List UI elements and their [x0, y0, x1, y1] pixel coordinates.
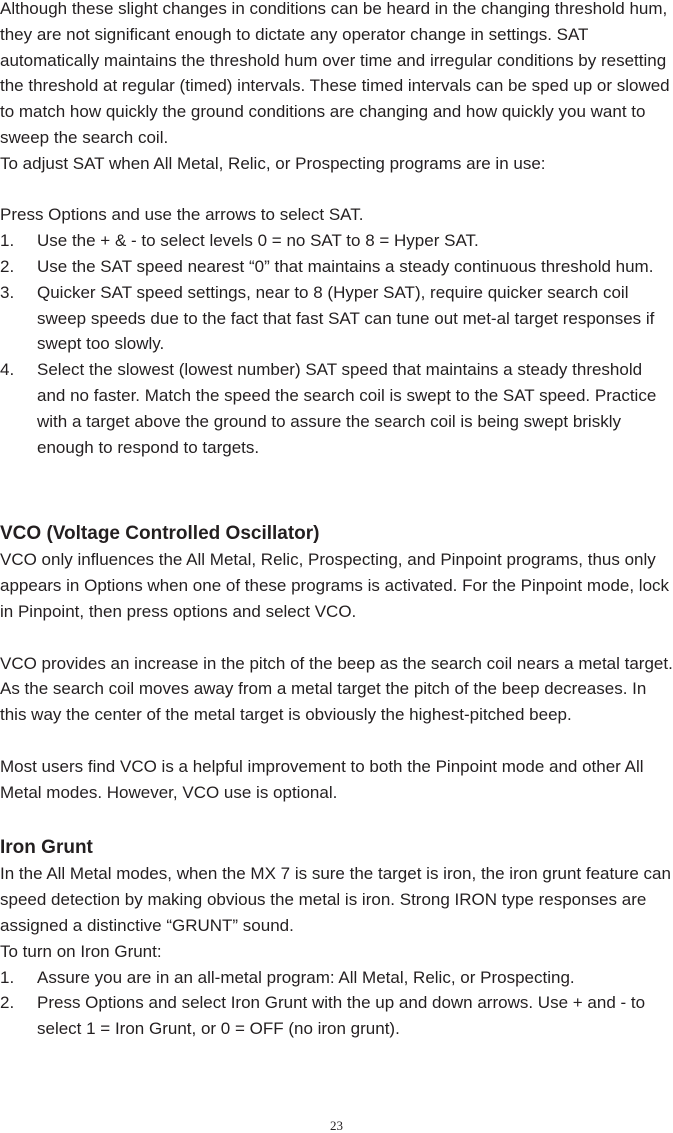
vco-section [0, 520, 673, 805]
list-number: 1. [0, 967, 15, 987]
vco-paragraph-1: VCO only influences the All Metal, Relic, Prospecting, and Pinpoint programs, thus only appears in Options when one of these programs is activated. For the Pinpoint mode, lock in Pinpoint, then press options and select VCO. [0, 550, 670, 621]
list-number: 2. [0, 256, 15, 276]
spacer [0, 805, 673, 834]
list-item [0, 965, 673, 991]
list-text: Use the + & - to select levels 0 = no SAT to 8 = Hyper SAT. [37, 231, 479, 251]
iron-grunt-section [0, 834, 673, 1042]
vco-heading: VCO (Voltage Controlled Oscillator) [0, 523, 320, 545]
vco-paragraph-3: Most users find VCO is a helpful improvement to both the Pinpoint mode and other All Metal modes. However, VCO use is optional. [0, 756, 644, 802]
iron-grunt-turn-on: To turn on Iron Grunt: [0, 941, 162, 961]
page-number: 23 [330, 1118, 343, 1133]
spacer [0, 460, 673, 520]
sat-press-options: Press Options and use the arrows to select SAT. [0, 205, 364, 225]
spacer [0, 177, 673, 203]
sat-steps-list [0, 228, 673, 460]
iron-grunt-heading: Iron Grunt [0, 837, 93, 859]
list-text: Quicker SAT speed settings, near to 8 (Hyper SAT), require quicker search coil sweep speeds due to the fact that fast SAT can tune out met-al target responses if swept too slowly. [37, 282, 655, 354]
list-item [0, 357, 673, 460]
list-number: 2. [0, 993, 15, 1013]
list-number: 1. [0, 231, 15, 251]
list-text: Select the slowest (lowest number) SAT speed that maintains a steady threshold and no faster. Match the speed the search coil is swept to the SAT speed. Practice with a target above the ground to assure the search coil is being swept briskly enough to respond to targets. [37, 360, 657, 457]
spacer [0, 728, 673, 754]
vco-paragraph-2: VCO provides an increase in the pitch of the beep as the search coil nears a metal target. As the search coil moves away from a metal target the pitch of the beep decreases. In this way the center of the metal target is obviously the highest-pitched beep. [0, 653, 673, 725]
list-item [0, 990, 673, 1042]
list-number: 3. [0, 282, 15, 302]
list-text: Assure you are in an all-metal program: All Metal, Relic, or Prospecting. [37, 967, 575, 987]
sat-intro-paragraph: Although these slight changes in conditions can be heard in the changing threshold hum, they are not significant enough to dictate any operator change in settings. SAT automatically maintains the threshold hum over time and irregular conditions by resetting the threshold at regular (timed) intervals. These timed intervals can be sped up or slowed to match how quickly the ground conditions are changing and how quickly you want to sweep the search coil. [0, 0, 670, 147]
list-text: Use the SAT speed nearest “0” that maintains a steady continuous threshold hum. [37, 256, 654, 276]
spacer [0, 625, 673, 651]
list-item [0, 254, 673, 280]
list-number: 4. [0, 360, 15, 380]
sat-section [0, 0, 673, 460]
sat-adjust-heading: To adjust SAT when All Metal, Relic, or Prospecting programs are in use: [0, 153, 546, 173]
list-text: Press Options and select Iron Grunt with the up and down arrows. Use + and - to select 1 = Iron Grunt, or 0 = OFF (no iron grunt). [37, 993, 646, 1039]
list-item [0, 228, 673, 254]
iron-grunt-steps-list [0, 965, 673, 1042]
iron-grunt-paragraph: In the All Metal modes, when the MX 7 is sure the target is iron, the iron grunt feature can speed detection by making obvious the metal is iron. Strong IRON type responses are assigned a distinctive “GRUNT” sound. [0, 864, 671, 935]
list-item [0, 280, 673, 357]
